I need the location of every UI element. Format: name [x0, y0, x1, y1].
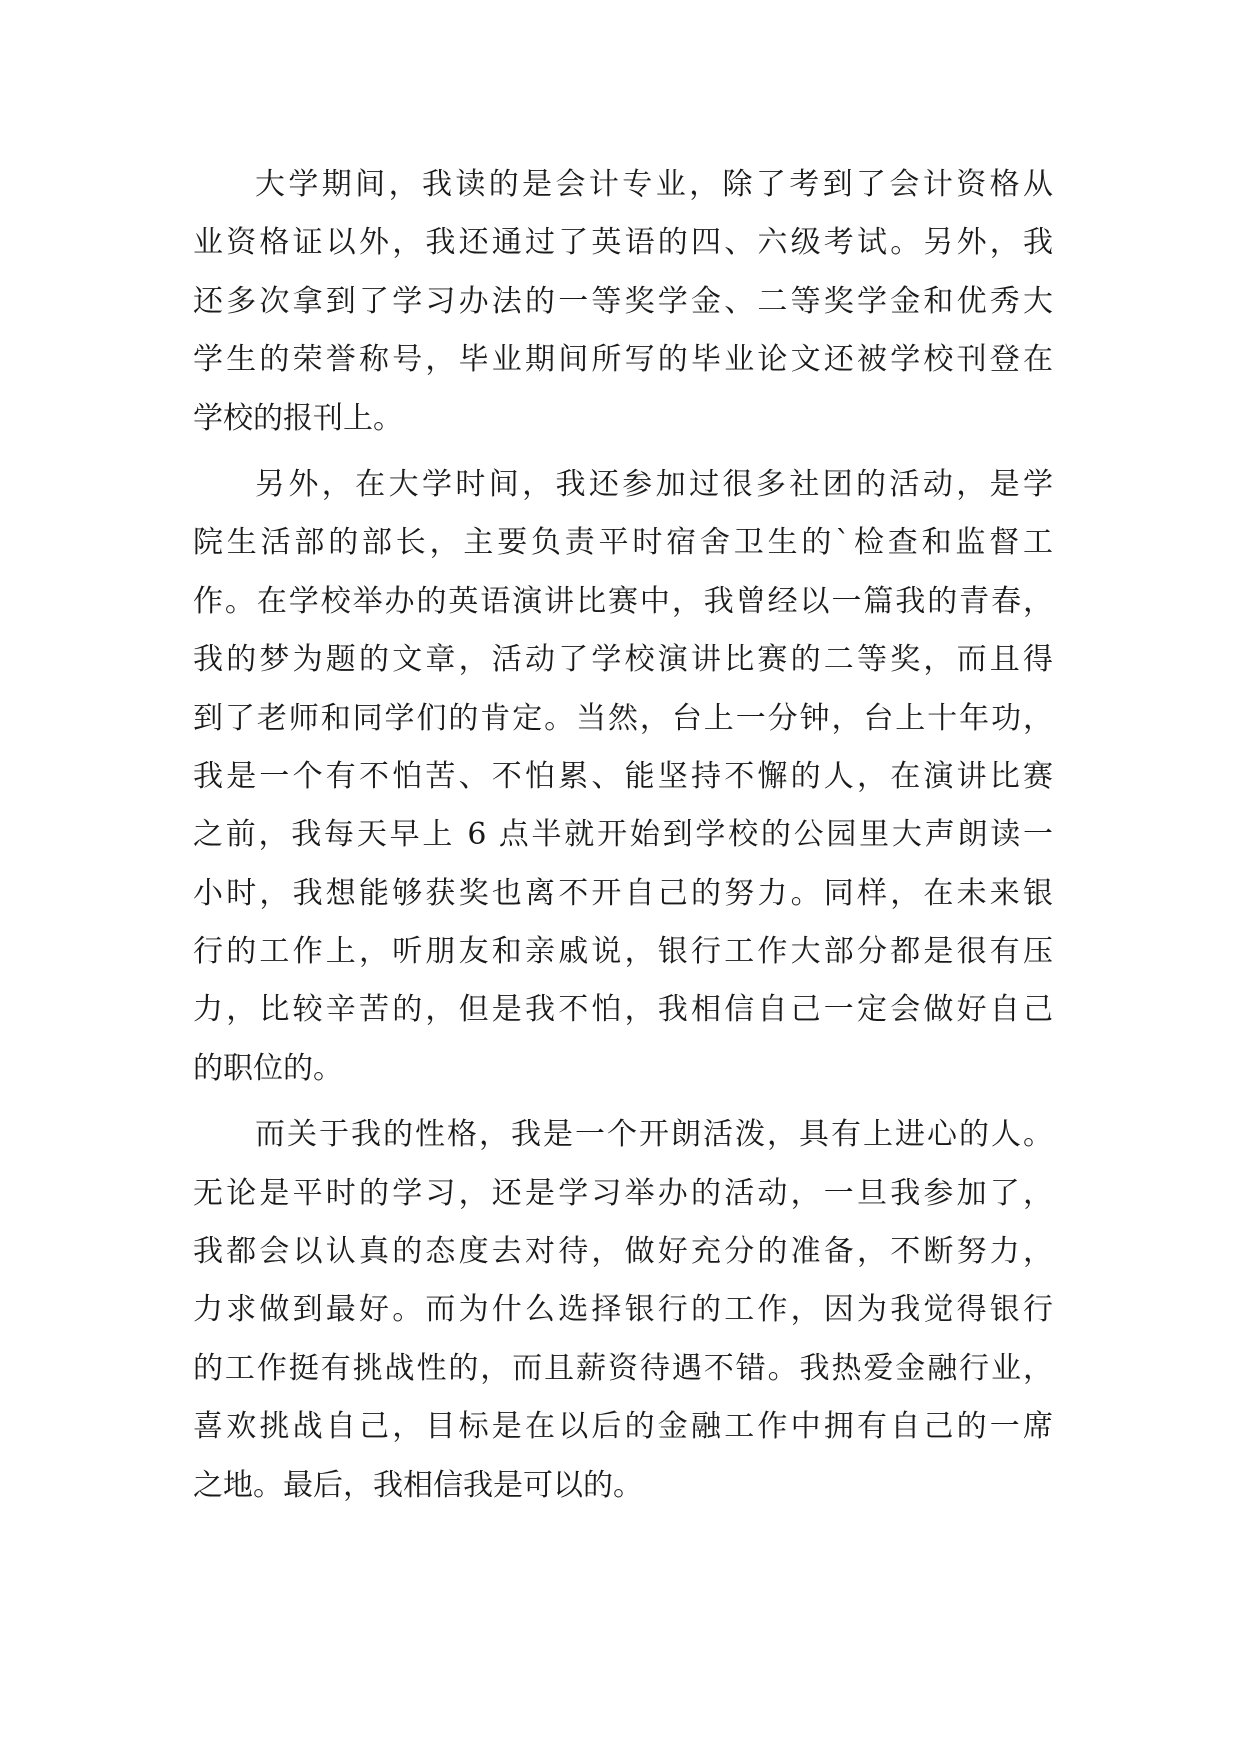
paragraph-line: 行的工作上，听朋友和亲戚说，银行工作大部分都是很有压 [193, 934, 1053, 970]
paragraph-line: 我是一个有不怕苦、不怕累、能坚持不懈的人，在演讲比赛 [193, 758, 1053, 794]
paragraph-3 [193, 1106, 1053, 1515]
paragraph-line: 力，比较辛苦的，但是我不怕，我相信自己一定会做好自己 [193, 992, 1053, 1028]
paragraph-line: 我都会以认真的态度去对待，做好充分的准备，不断努力， [193, 1234, 1053, 1270]
paragraph-line: 小时，我想能够获奖也离不开自己的努力。同样，在未来银 [193, 875, 1053, 911]
paragraph-line: 大学期间，我读的是会计专业，除了考到了会计资格从 [255, 167, 1053, 202]
paragraph-line: 业资格证以外，我还通过了英语的四、六级考试。另外，我 [193, 225, 1053, 261]
paragraph-line: 我的梦为题的文章，活动了学校演讲比赛的二等奖，而且得 [193, 642, 1053, 678]
paragraph-line: 的职位的。 [193, 1050, 343, 1086]
paragraph-line: 而关于我的性格，我是一个开朗活泼，具有上进心的人。 [255, 1117, 1053, 1153]
paragraph-line: 的工作挺有挑战性的，而且薪资待遇不错。我热爱金融行业， [193, 1350, 1053, 1386]
paragraph-line: 还多次拿到了学习办法的一等奖学金、二等奖学金和优秀大 [193, 283, 1053, 319]
paragraph-line: 学生的荣誉称号，毕业期间所写的毕业论文还被学校刊登在 [193, 342, 1053, 378]
paragraph-line: 另外，在大学时间，我还参加过很多社团的活动，是学 [255, 466, 1053, 502]
document-body [193, 156, 1053, 1515]
paragraph-2 [193, 456, 1053, 1098]
paragraph-line: 之地。最后，我相信我是可以的。 [193, 1467, 643, 1503]
paragraph-line: 无论是平时的学习，还是学习举办的活动，一旦我参加了， [193, 1175, 1053, 1211]
paragraph-line: 之前，我每天早上 6 点半就开始到学校的公园里大声朗读一 [193, 817, 1053, 853]
paragraph-line: 到了老师和同学们的肯定。当然，台上一分钟，台上十年功， [193, 700, 1053, 736]
paragraph-line: 作。在学校举办的英语演讲比赛中，我曾经以一篇我的青春， [193, 583, 1053, 619]
paragraph-line: 喜欢挑战自己，目标是在以后的金融工作中拥有自己的一席 [193, 1409, 1053, 1445]
paragraph-line: 力求做到最好。而为什么选择银行的工作，因为我觉得银行 [193, 1292, 1053, 1328]
paragraph-1 [193, 156, 1053, 448]
paragraph-line: 学校的报刊上。 [193, 400, 403, 436]
paragraph-line: 院生活部的部长，主要负责平时宿舍卫生的`检查和监督工 [193, 525, 1053, 561]
